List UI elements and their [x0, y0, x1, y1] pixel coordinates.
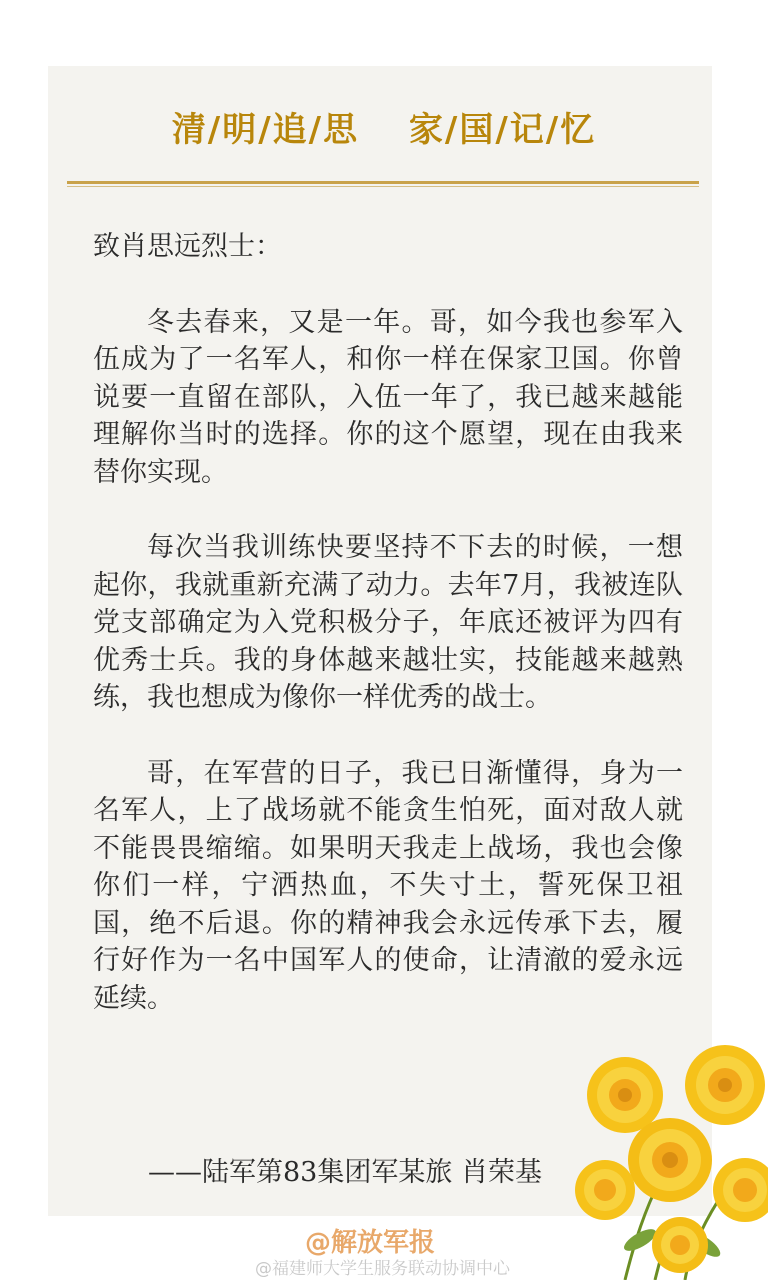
letter-paragraph-1: 冬去春来，又是一年。哥，如今我也参军入伍成为了一名军人，和你一样在保家卫国。你曾说要一直留在部队，入伍一年了，我已越来越能理解你当时的选择。你的这个愿望，现在由我来替你实现。 [93, 306, 683, 488]
jiefangjunbao-logo: @解放军报 [305, 1228, 436, 1258]
letter-signature: ——陆军第83集团军某旅 肖荣基 [148, 1157, 542, 1188]
letter-body [93, 228, 683, 1055]
flower-icon [587, 1057, 663, 1133]
chrysanthemum-illustration [565, 1040, 768, 1280]
weibo-watermark: @福建师大学生服务联动协调中心 [255, 1259, 510, 1279]
page-title: 清/明/追/思 家/国/记/忆 [171, 110, 597, 150]
title-divider-thin [67, 186, 699, 187]
flower-icon [652, 1217, 708, 1273]
flower-icon [685, 1045, 765, 1125]
title-divider [67, 181, 699, 184]
flower-icon [575, 1160, 635, 1220]
letter-paragraph-2: 每次当我训练快要坚持不下去的时候，一想起你，我就重新充满了动力。去年7月，我被连队党支部确定为入党积极分子，年底还被评为四有优秀士兵。我的身体越来越壮实，技能越来越熟练，我也想成为像你一样优秀的战士。 [93, 532, 683, 713]
letter-paragraph-3: 哥，在军营的日子，我已日渐懂得，身为一名军人，上了战场就不能贪生怕死，面对敌人就不能畏畏缩缩。如果明天我走上战场，我也会像你们一样，宁洒热血，不失寸土，誓死保卫祖国，绝不后退。你的精神我会永远传承下去，履行好作为一名中国军人的使命，让清澈的爱永远延续。 [93, 757, 683, 1014]
letter-salutation: 致肖思远烈士： [93, 231, 282, 262]
flower-icon [713, 1158, 768, 1222]
flower-icon [628, 1118, 712, 1202]
